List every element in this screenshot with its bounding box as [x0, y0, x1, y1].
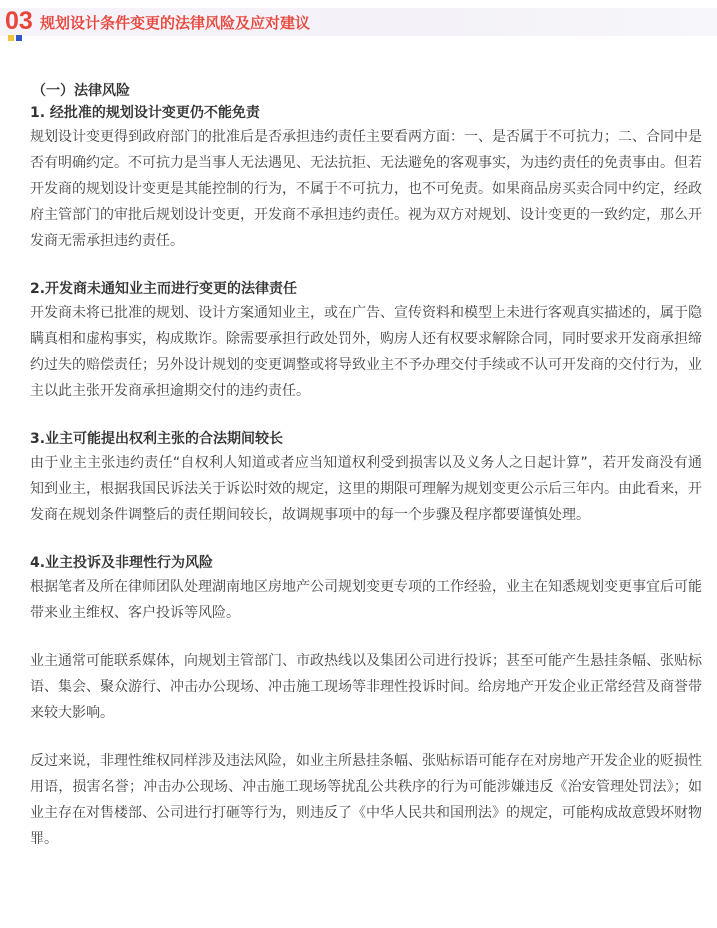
section-4-paragraph-2: 业主通常可能联系媒体，向规划主管部门、市政热线以及集团公司进行投诉；甚至可能产生悬挂条幅、张贴标语、集会、聚众游行、冲击办公现场、冲击施工现场等非理性投诉时间。给房地产开发企业正常经营及商誉带来较大影响。: [30, 653, 702, 721]
section-1-paragraph-1: 规划设计变更得到政府部门的批准后是否承担违约责任主要看两方面：一、是否属于不可抗力；二、合同中是否有明确约定。不可抗力是当事人无法遇见、无法抗拒、无法避免的客观事实，为违约责任的免责事由。但若开发商的规划设计变更是其能控制的行为，不属于不可抗力，也不可免责。如果商品房买卖合同中约定，经政府主管部门的审批后规划设计变更，开发商不承担违约责任。视为双方对规划、设计变更的一致约定，那么开发商无需承担违约责任。: [30, 129, 702, 249]
article-body: [30, 80, 702, 852]
section-4-heading: 4.业主投诉及非理性行为风险: [30, 555, 214, 571]
section-4-paragraph-3: 反过来说，非理性维权同样涉及违法风险，如业主所悬挂条幅、张贴标语可能存在对房地产开发企业的贬损性用语，损害名誉；冲击办公现场、冲击施工现场等扰乱公共秩序的行为可能涉嫌违反《治安管理处罚法》；如业主存在对售楼部、公司进行打砸等行为，则违反了《中华人民共和国刑法》的规定，可能构成故意毁坏财物罪。: [30, 753, 702, 847]
section-4-paragraph-1: 根据笔者及所在律师团队处理湖南地区房地产公司规划变更专项的工作经验，业主在知悉规划变更事宜后可能带来业主维权、客户投诉等风险。: [30, 579, 702, 621]
spacer: [30, 254, 702, 278]
yellow-square-icon: [8, 35, 14, 41]
section-2-heading: 2.开发商未通知业主而进行变更的法律责任: [30, 281, 298, 297]
spacer: [30, 726, 702, 748]
section-2-paragraph-1: 开发商未将已批准的规划、设计方案通知业主，或在广告、宣传资料和模型上未进行客观真实描述的，属于隐瞒真相和虚构事实，构成欺诈。除需要承担行政处罚外，购房人还有权要求解除合同，同时要求开发商承担缔约过失的赔偿责任；另外设计规划的变更调整或将导致业主不予办理交付手续或不认可开发商的交付行为，业主以此主张开发商承担逾期交付的违约责任。: [30, 305, 702, 399]
section-3-heading: 3.业主可能提出权利主张的合法期间较长: [30, 431, 284, 447]
spacer: [30, 626, 702, 648]
section-3-paragraph-1: 由于业主主张违约责任“自权利人知道或者应当知道权利受到损害以及义务人之日起计算”，若开发商没有通知到业主，根据我国民诉法关于诉讼时效的规定，这里的期限可理解为规划变更公示后三年内。由此看来，开发商在规划条件调整后的责任期间较长，故调规事项中的每一个步骤及程序都要谨慎处理。: [30, 455, 702, 523]
section-title: 规划设计条件变更的法律风险及应对建议: [40, 14, 311, 32]
section-1-heading: 1. 经批准的规划设计变更仍不能免责: [30, 105, 260, 121]
section-header: [0, 0, 717, 44]
spacer: [30, 528, 702, 552]
blue-square-icon: [16, 35, 22, 41]
subsection-title: （一）法律风险: [32, 83, 130, 99]
section-number: 03: [5, 7, 33, 35]
spacer: [30, 404, 702, 428]
